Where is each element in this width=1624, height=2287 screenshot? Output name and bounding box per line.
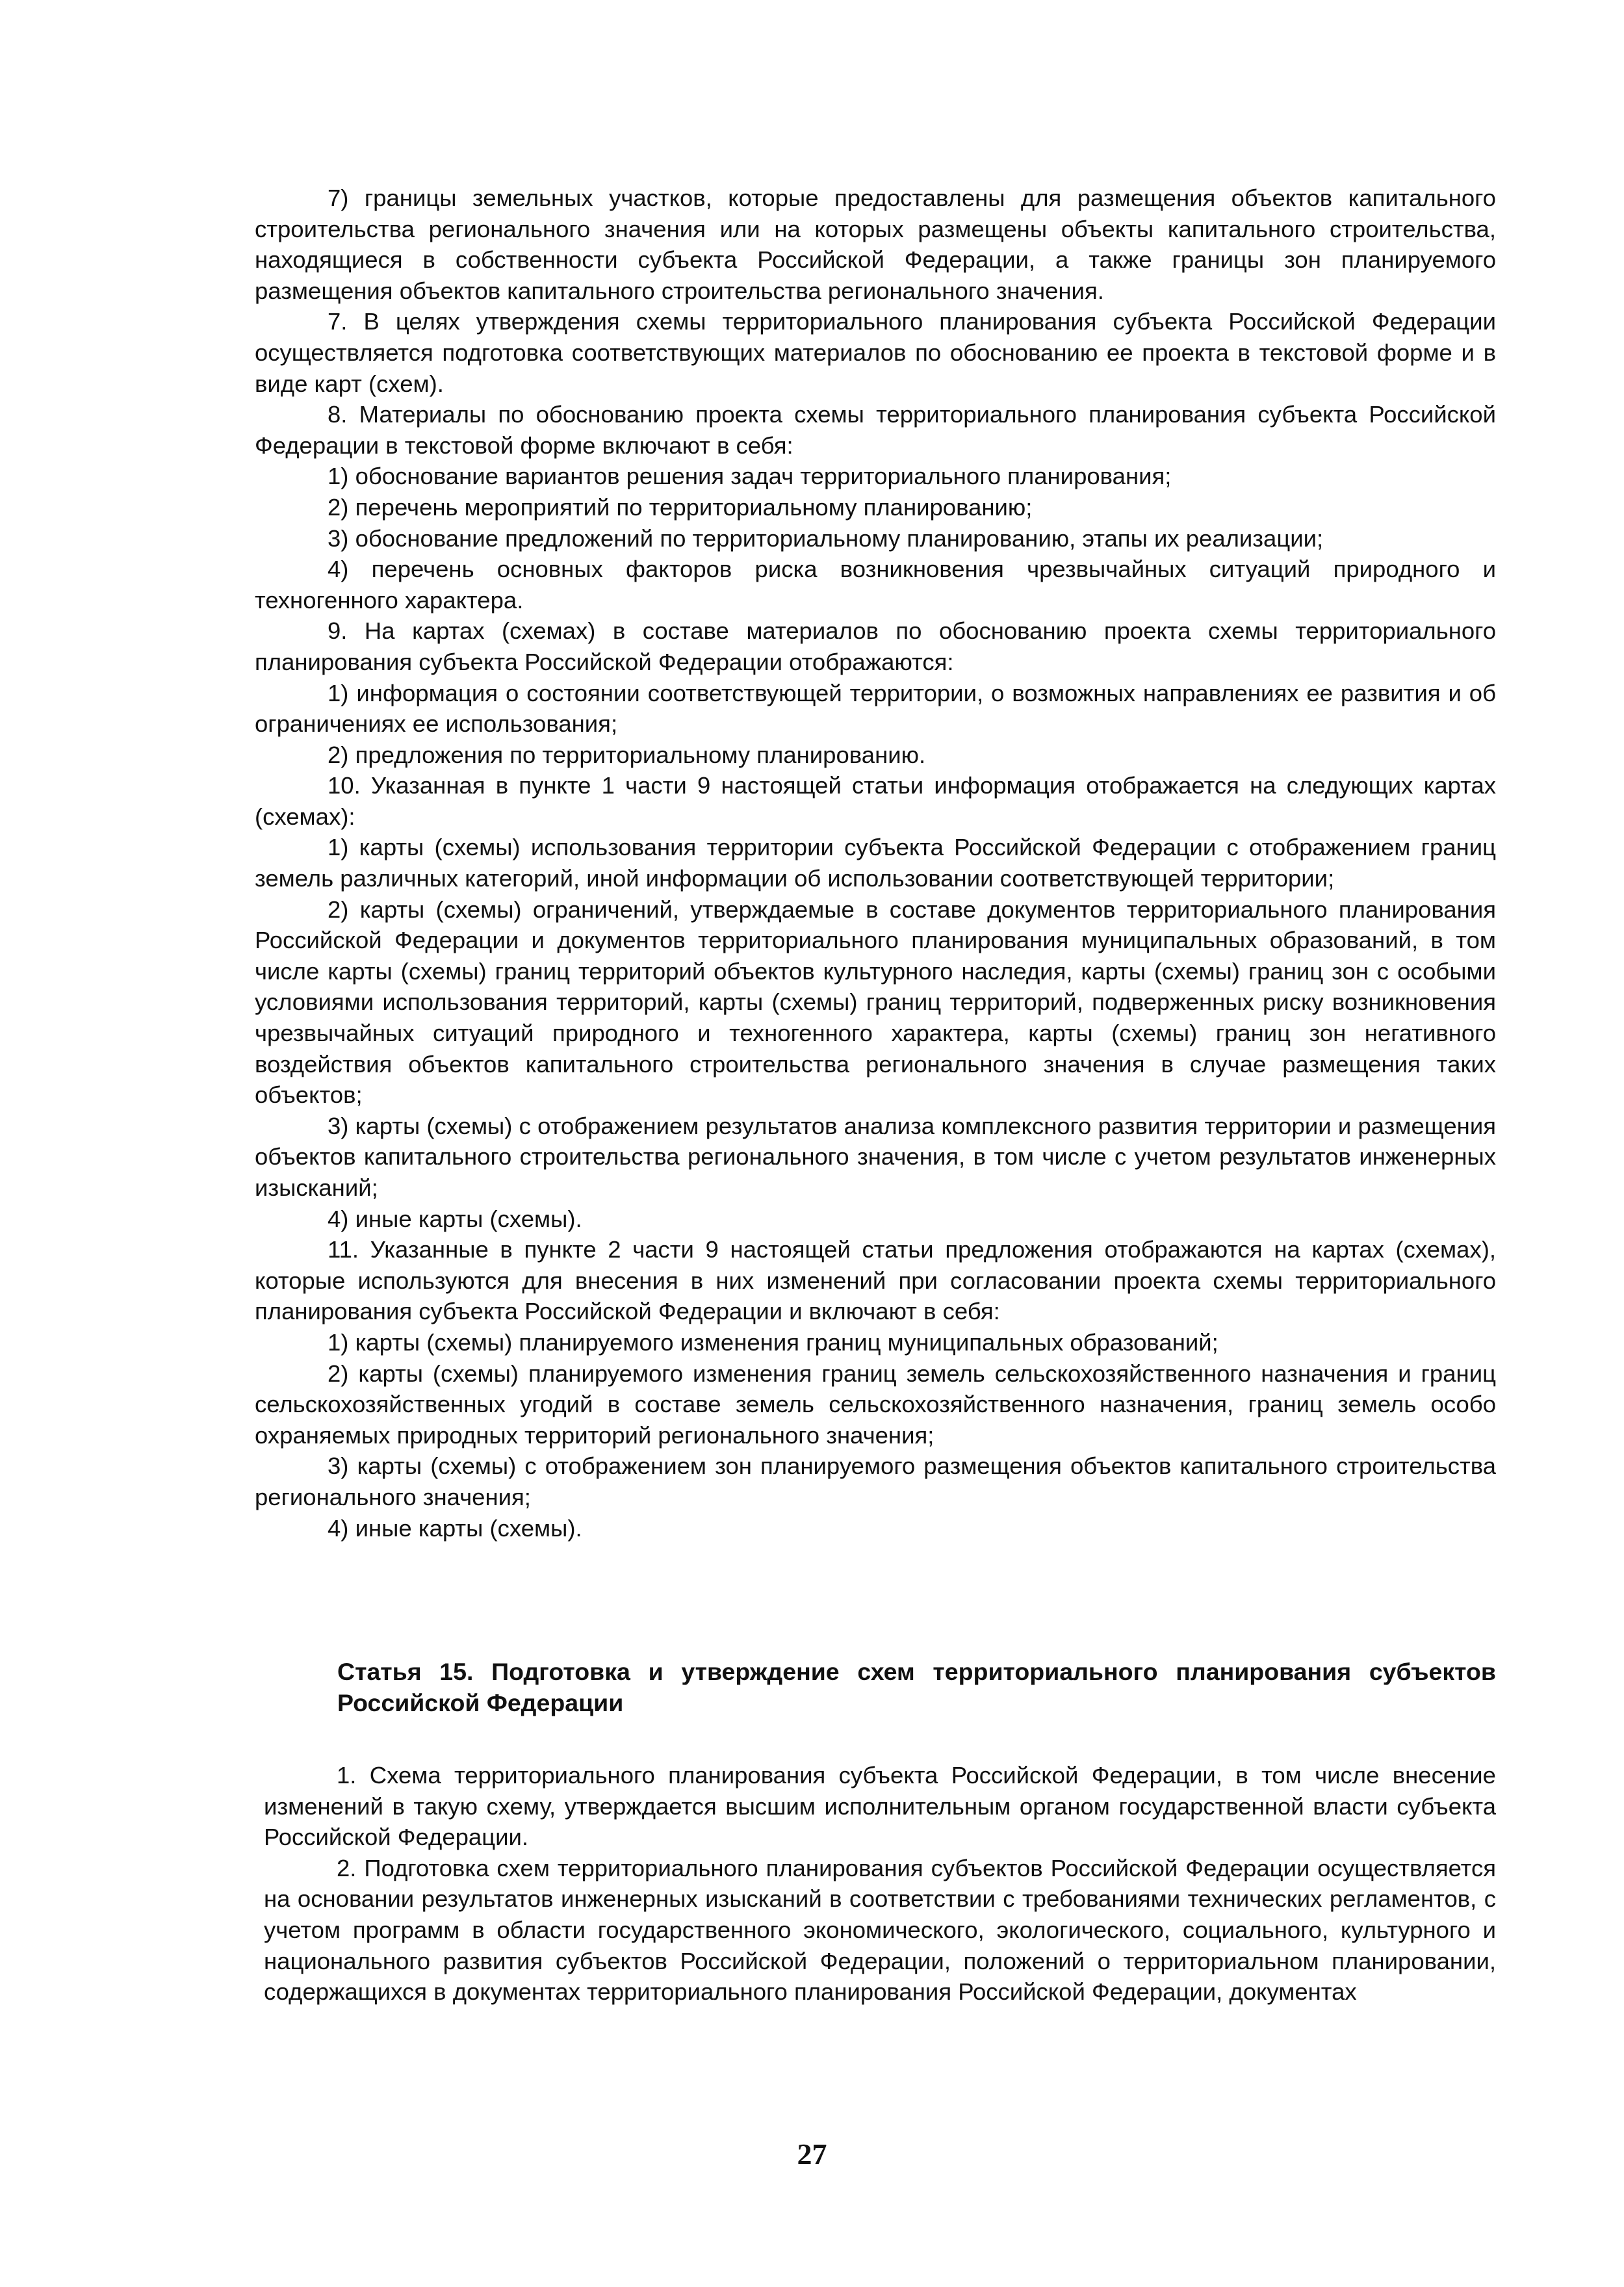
list-item-8-3: 3) обоснование предложений по территориальному планированию, этапы их реализации; — [328, 524, 1324, 552]
body-text-top — [255, 183, 1496, 1544]
list-item-9-1: 1) информация о состоянии соответствующей территории, о возможных направлениях ее развития и об ограничениях ее использования; — [255, 679, 1496, 738]
paragraph-item-11: 11. Указанные в пункте 2 части 9 настоящей статьи предложения отображаются на картах (схемах), которые используются для внесения в них изменений при согласовании проекта схемы территориального планирования субъекта Российской Федерации и включают в себя: — [255, 1236, 1496, 1325]
list-item-10-3: 3) карты (схемы) с отображением результатов анализа комплексного развития территории и размещения объектов капитального строительства регионального значения, в том числе с учетом результатов инженерных изысканий; — [255, 1112, 1496, 1201]
list-item-11-2: 2) карты (схемы) планируемого изменения границ земель сельскохозяйственного назначения и границ сельскохозяйственных угодий в составе земель сельскохозяйственного назначения, границ земель особо охраняемых природных территорий регионального значения; — [255, 1360, 1496, 1449]
list-item-11-4: 4) иные карты (схемы). — [328, 1514, 582, 1542]
paragraph-item-8: 8. Материалы по обоснованию проекта схемы территориального планирования субъекта Российской Федерации в текстовой форме включают в себя: — [255, 401, 1496, 459]
list-item-11-3: 3) карты (схемы) с отображением зон планируемого размещения объектов капитального строительства регионального значения; — [255, 1453, 1496, 1510]
paragraph-item-9: 9. На картах (схемах) в составе материалов по обоснованию проекта схемы территориального планирования субъекта Российской Федерации отображаются: — [255, 617, 1496, 675]
body-text-bottom — [264, 1760, 1496, 2008]
paragraph-item-7: 7. В целях утверждения схемы территориального планирования субъекта Российской Федерации осуществляется подготовка соответствующих материалов по обоснованию ее проекта в текстовой форме и в виде карт (схем). — [255, 308, 1496, 397]
list-item-10-2: 2) карты (схемы) ограничений, утверждаемые в составе документов территориального планирования Российской Федерации и документов территориального планирования муниципальных образований, в том числе карты (схемы) границ территорий объектов культурного наследия, карты (схемы) границ зон с особыми условиями использования территорий, карты (схемы) границ территорий, подверженных риску возникновения чрезвычайных ситуаций природного и техногенного характера, карты (схемы) границ зон негативного воздействия объектов капитального строительства регионального значения в случае размещения таких объектов; — [255, 896, 1496, 1109]
article-15-heading: Статья 15. Подготовка и утверждение схем территориального планирования субъектов Российской Федерации — [337, 1658, 1496, 1716]
list-item-8-4: 4) перечень основных факторов риска возникновения чрезвычайных ситуаций природного и техногенного характера. — [255, 556, 1496, 614]
article-15-paragraph-1: 1. Схема территориального планирования субъекта Российской Федерации, в том числе внесение изменений в такую схему, утверждается высшим исполнительным органом государственной власти субъекта Российской Федерации. — [264, 1762, 1496, 1851]
list-item-10-4: 4) иные карты (схемы). — [328, 1205, 582, 1232]
list-item-11-1: 1) карты (схемы) планируемого изменения границ муниципальных образований; — [328, 1328, 1218, 1356]
article-15-paragraph-2: 2. Подготовка схем территориального планирования субъектов Российской Федерации осуществляется на основании результатов инженерных изысканий в соответствии с требованиями технических регламентов, с учетом программ в области государственного экономического, экологического, социального, культурного и национального развития субъектов Российской Федерации, положений о территориальном планировании, содержащихся в документах территориального планирования Российской Федерации, документах — [264, 1854, 1496, 2006]
paragraph-item-10: 10. Указанная в пункте 1 части 9 настоящей статьи информация отображается на следующих картах (схемах): — [255, 772, 1496, 830]
list-item-10-1: 1) карты (схемы) использования территории субъекта Российской Федерации с отображением границ земель различных категорий, иной информации об использовании соответствующей территории; — [255, 834, 1496, 892]
page-number: 27 — [797, 2138, 827, 2171]
list-item-8-1: 1) обоснование вариантов решения задач территориального планирования; — [328, 463, 1172, 490]
list-item-8-2: 2) перечень мероприятий по территориальному планированию; — [328, 493, 1033, 521]
list-item-9-2: 2) предложения по территориальному планированию. — [328, 741, 926, 768]
paragraph-p7-land-plots: 7) границы земельных участков, которые предоставлены для размещения объектов капитального строительства регионального значения или на которых размещены объекты капитального строительства, находящиеся в собственности субъекта Российской Федерации, а также границы зон планируемого размещения объектов капитального строительства регионального значения. — [255, 185, 1496, 304]
